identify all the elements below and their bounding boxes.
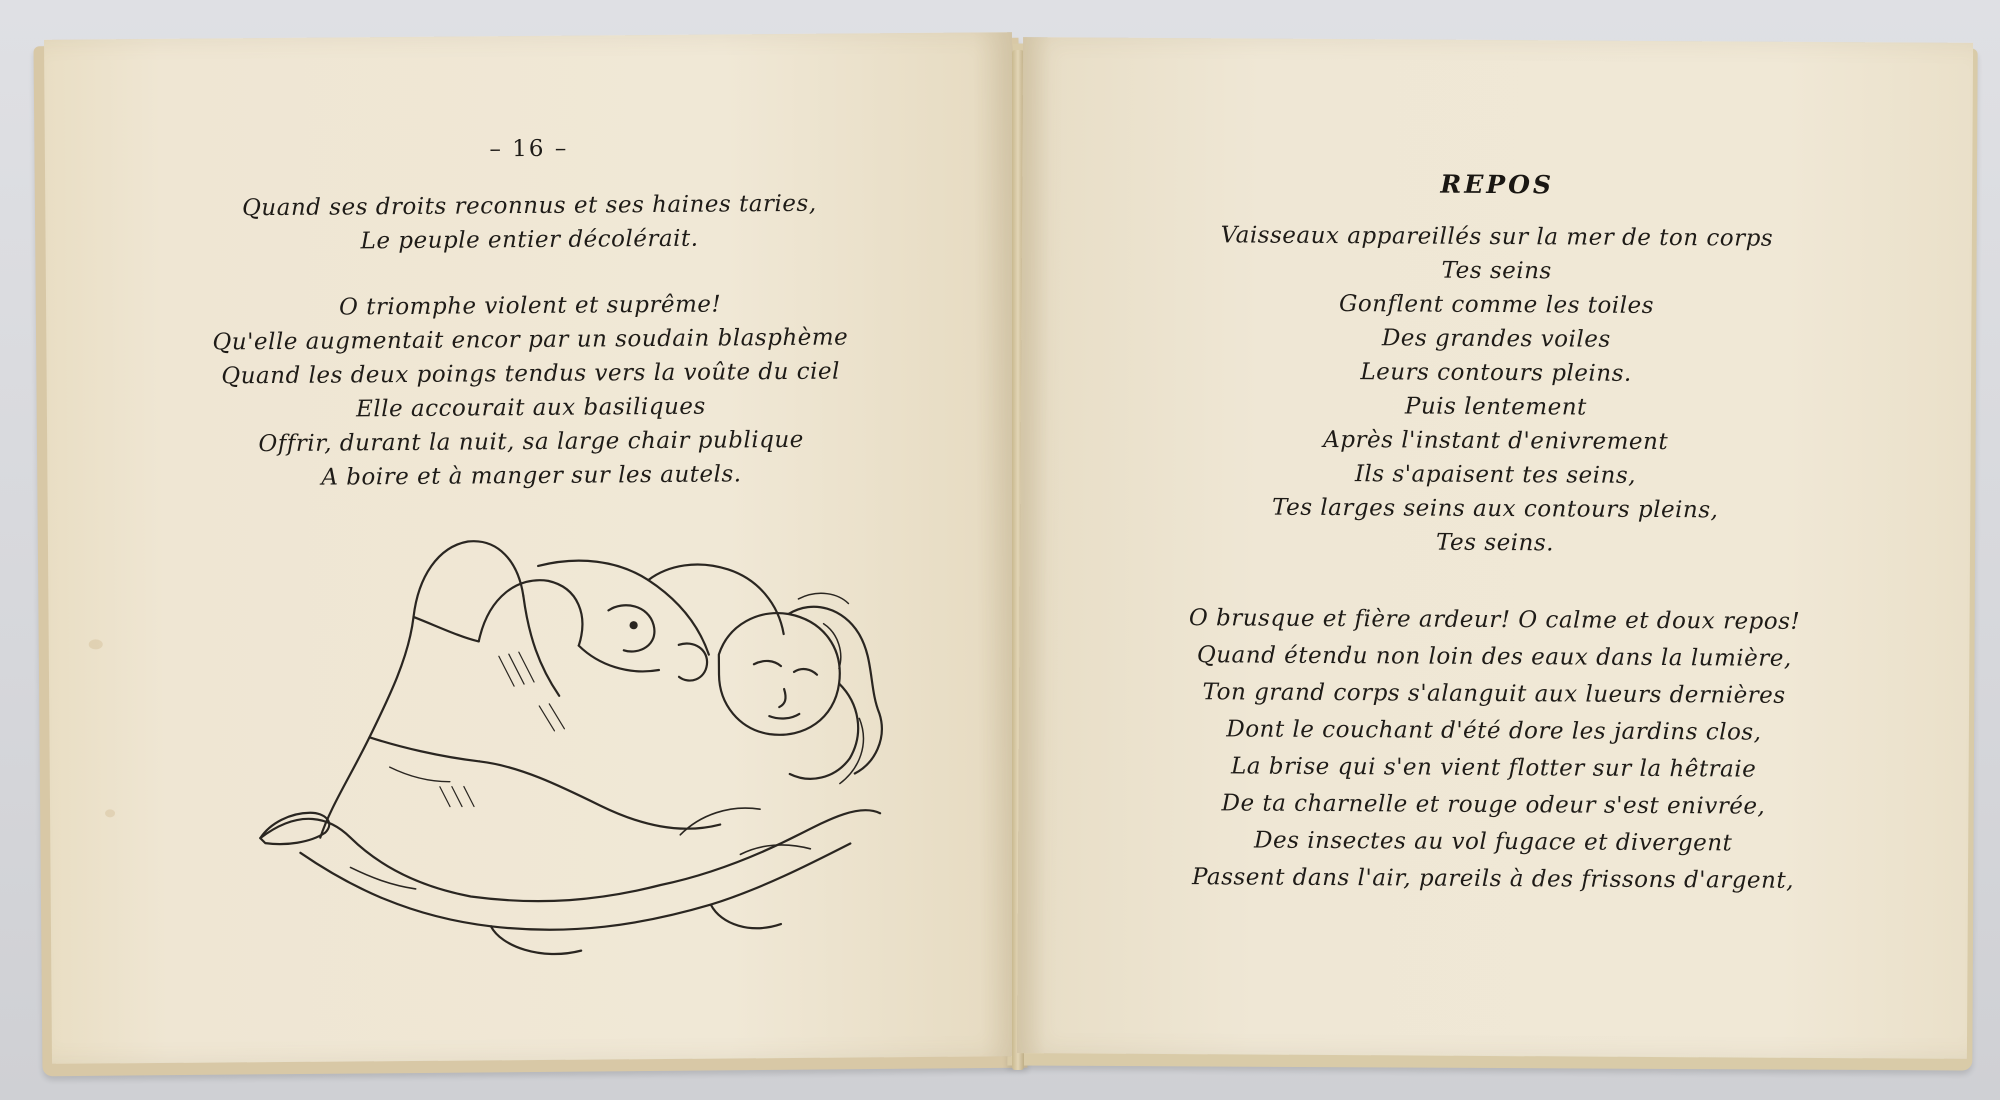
- paper-stain: [89, 639, 103, 649]
- verse-line: Des insectes au vol fugace et divergent: [1254, 827, 1733, 857]
- verse-line: Tes seins.: [1435, 529, 1555, 557]
- poem-title: REPOS: [1440, 169, 1555, 200]
- right-stanza-2: [1018, 599, 1970, 901]
- verse-line: Quand étendu non loin des eaux dans la lumière,: [1196, 642, 1792, 672]
- left-stanza-1: [45, 185, 1014, 261]
- verse-line: Ils s'apaisent tes seins,: [1354, 461, 1637, 489]
- verse-line: Quand les deux poings tendus vers la voûte du ciel: [221, 358, 841, 390]
- verse-line: O brusque et fière ardeur! O calme et doux repos!: [1188, 605, 1801, 635]
- page-number: – 16 –: [489, 135, 569, 163]
- verse-line: Dont le couchant d'été dore les jardins clos,: [1226, 716, 1762, 746]
- verse-line: Puis lentement: [1404, 393, 1587, 421]
- right-page: [1017, 37, 1973, 1059]
- paper-stain: [105, 809, 115, 817]
- verse-line: Le peuple entier décolérait.: [360, 225, 699, 255]
- verse-line: Tes seins: [1441, 257, 1552, 285]
- verse-line: Gonflent comme les toiles: [1338, 291, 1655, 319]
- verse-line: A boire et à manger sur les autels.: [321, 461, 742, 491]
- verse-line: Elle accourait aux basiliques: [355, 393, 706, 423]
- verse-line: Leurs contours pleins.: [1360, 359, 1632, 387]
- verse-line: Tes larges seins aux contours pleins,: [1271, 494, 1719, 524]
- open-book: [30, 30, 1980, 1070]
- verse-line: Quand ses droits reconnus et ses haines taries,: [241, 190, 817, 222]
- verse-line: Offrir, durant la nuit, sa large chair publique: [258, 426, 804, 458]
- verse-line: O triomphe violent et suprême!: [338, 291, 722, 321]
- verse-line: Ton grand corps s'alanguit aux lueurs dernières: [1202, 679, 1786, 709]
- verse-line: Qu'elle augmentait encor par un soudain blasphème: [212, 324, 849, 356]
- verse-line: Après l'instant d'enivrement: [1323, 426, 1669, 456]
- figure-illustration: [238, 503, 902, 968]
- right-stanza-1: [1020, 217, 1972, 563]
- verse-line: De ta charnelle et rouge odeur s'est enivrée,: [1221, 790, 1766, 820]
- verse-line: Passent dans l'air, pareils à des frissons d'argent,: [1191, 864, 1795, 894]
- left-page: [44, 32, 1020, 1064]
- verse-line: La brise qui s'en vient flotter sur la hêtraie: [1230, 753, 1757, 783]
- left-stanza-2: [46, 285, 1016, 497]
- verse-line: Vaisseaux appareillés sur la mer de ton corps: [1220, 222, 1774, 252]
- verse-line: Des grandes voiles: [1381, 325, 1611, 353]
